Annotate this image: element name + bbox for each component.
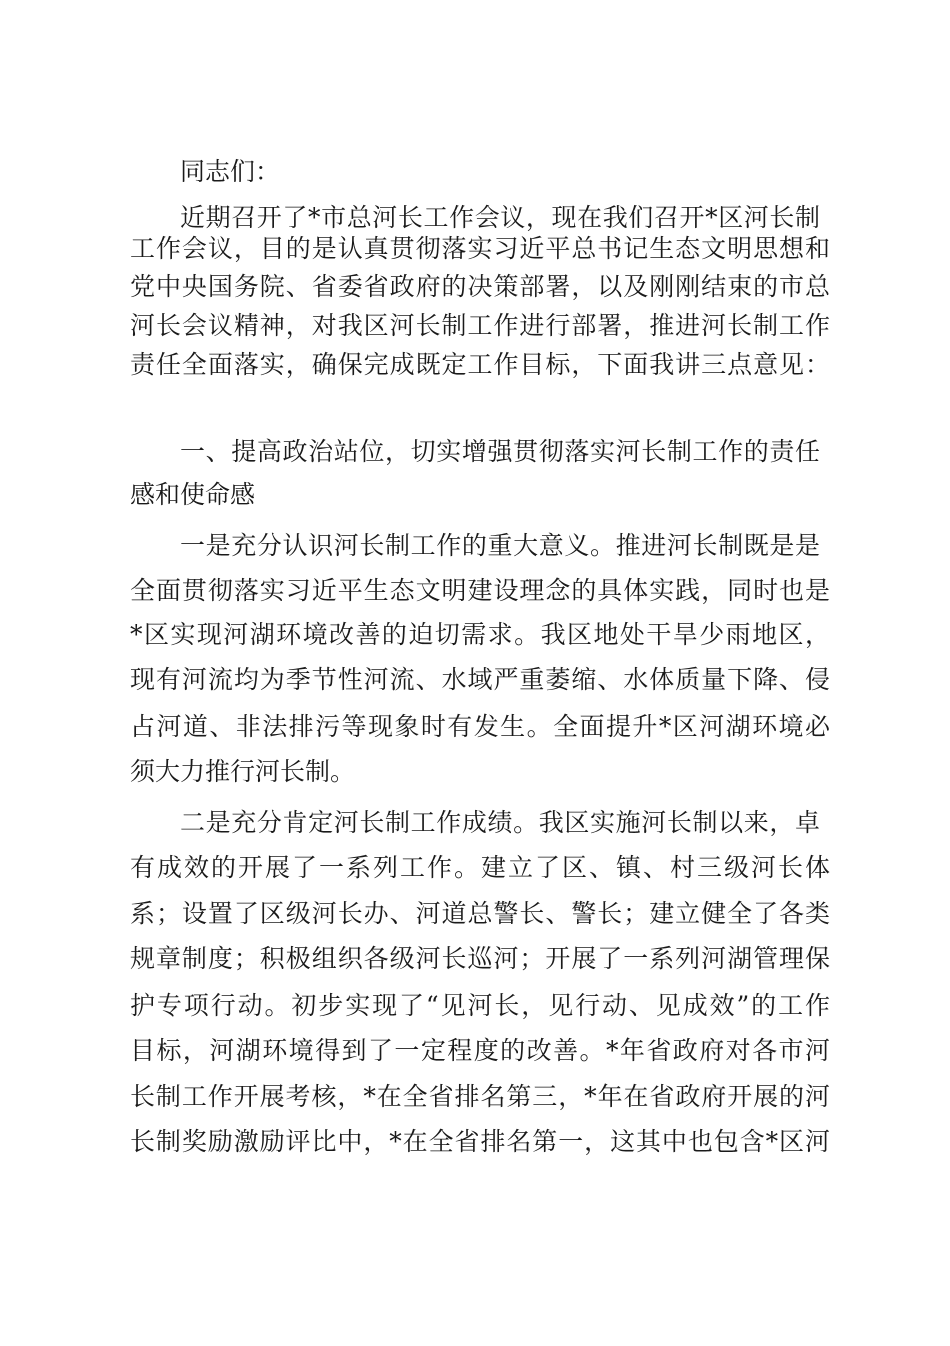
section-heading-line-1: 一、提高政治站位，切实增强贯彻落实河长制工作的责任 (180, 437, 820, 466)
paragraph-3-line-4: 现有河流均为季节性河流、水域严重萎缩、水体质量下降、侵 (130, 665, 830, 694)
paragraph-4-line-1: 二是充分肯定河长制工作成绩。我区实施河长制以来，卓 (180, 808, 820, 837)
paragraph-4-line-2: 有成效的开展了一系列工作。建立了区、镇、村三级河长体 (130, 853, 830, 882)
paragraph-4-line-7: 长制工作开展考核，*在全省排名第三，*年在省政府开展的河 (130, 1082, 830, 1111)
paragraph-4-line-8: 长制奖励激励评比中，*在全省排名第一，这其中也包含*区河 (130, 1127, 830, 1156)
paragraph-3-line-2: 全面贯彻落实习近平生态文明建设理念的具体实践，同时也是 (130, 576, 830, 605)
paragraph-3-line-6: 须大力推行河长制。 (130, 757, 356, 786)
paragraph-3-line-3: *区实现河湖环境改善的迫切需求。我区地处干旱少雨地区， (130, 620, 830, 649)
paragraph-4-line-3: 系；设置了区级河长办、河道总警长、警长；建立健全了各类 (130, 899, 830, 928)
paragraph-1-line-1: 近期召开了*市总河长工作会议，现在我们召开*区河长制 (180, 203, 820, 232)
salutation: 同志们： (180, 157, 281, 186)
paragraph-4-line-4: 规章制度；积极组织各级河长巡河；开展了一系列河湖管理保 (130, 944, 830, 973)
section-heading-line-2: 感和使命感 (130, 480, 256, 509)
paragraph-3-line-5: 占河道、非法排污等现象时有发生。全面提升*区河湖环境必 (130, 712, 830, 741)
paragraph-4-line-6: 目标，河湖环境得到了一定程度的改善。*年省政府对各市河 (130, 1036, 830, 1065)
paragraph-3-line-1: 一是充分认识河长制工作的重大意义。推进河长制既是是 (180, 531, 820, 560)
paragraph-4-line-5: 护专项行动。初步实现了“见河长，见行动、见成效”的工作 (130, 991, 830, 1020)
paragraph-1-line-4: 河长会议精神，对我区河长制工作进行部署，推进河长制工作 (130, 311, 830, 340)
paragraph-1-line-3: 党中央国务院、省委省政府的决策部署，以及刚刚结束的市总 (130, 272, 830, 301)
paragraph-1-line-5: 责任全面落实，确保完成既定工作目标，下面我讲三点意见： (130, 350, 830, 379)
paragraph-1-line-2: 工作会议，目的是认真贯彻落实习近平总书记生态文明思想和 (130, 234, 830, 263)
